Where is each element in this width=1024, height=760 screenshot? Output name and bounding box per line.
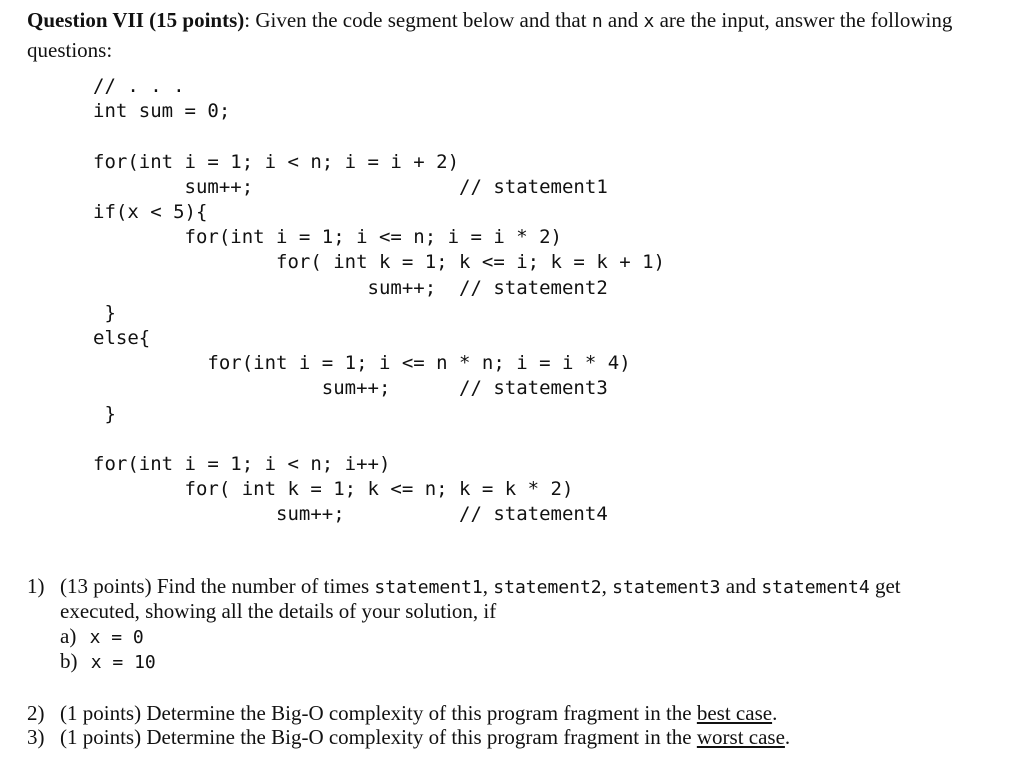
code-line: for(int i = 1; i < n; i++): [93, 453, 391, 476]
statement1-ref: statement1: [374, 577, 483, 598]
q1-text-end: get: [869, 574, 901, 598]
intro-text-end: are the input, answer the following: [654, 8, 953, 32]
statement3-ref: statement3: [612, 577, 721, 598]
code-line: sum++; // statement3: [93, 377, 608, 400]
q2-period: .: [772, 701, 778, 725]
option-b-label: b): [60, 649, 78, 673]
q1-sep: ,: [482, 574, 494, 598]
option-b-code: x = 10: [90, 652, 156, 673]
q1-number: 1): [27, 574, 45, 598]
q3-period: .: [784, 725, 791, 749]
code-line: }: [93, 301, 116, 324]
code-line: for(int i = 1; i <= n; i = i * 2): [93, 226, 562, 249]
code-line: for(int i = 1; i <= n * n; i = i * 4): [93, 352, 631, 375]
code-line: sum++; // statement1: [93, 175, 608, 198]
question-header: [27, 6, 1012, 64]
q1-sep: ,: [601, 574, 613, 598]
code-line: for(int i = 1; i < n; i = i + 2): [93, 150, 460, 173]
code-line: if(x < 5){: [93, 201, 208, 224]
code-line: sum++; // statement2: [93, 276, 608, 299]
option-a-label: a): [60, 624, 77, 648]
q2-number: 2): [27, 701, 45, 725]
worst-case-text: worst case: [696, 725, 785, 749]
code-line: int sum = 0;: [93, 100, 231, 123]
question-title: Question VII (15 points): [27, 8, 245, 32]
code-line: sum++; // statement4: [93, 503, 608, 526]
intro-text: : Given the code segment below and that: [244, 8, 592, 32]
code-line: else{: [93, 327, 151, 350]
code-line: for( int k = 1; k <= i; k = k + 1): [93, 251, 665, 274]
intro-continuation: questions:: [27, 38, 113, 62]
q1-text: (13 points) Find the number of times: [60, 574, 375, 598]
q1-option-a: [60, 624, 144, 650]
q1-sep: and: [720, 574, 762, 598]
statement2-ref: statement2: [493, 577, 602, 598]
q2-text: (1 points) Determine the Big-O complexity of this program fragment in the: [60, 701, 697, 725]
q3-number: 3): [27, 725, 45, 749]
option-a-code: x = 0: [89, 627, 144, 648]
code-line: for( int k = 1; k <= n; k = k * 2): [93, 478, 574, 501]
var-x: x: [643, 11, 655, 32]
code-segment: [93, 74, 665, 528]
q1-line2: [60, 599, 496, 624]
q1-text-continuation: executed, showing all the details of your solution, if: [60, 599, 497, 623]
statement4-ref: statement4: [761, 577, 870, 598]
q3-text: (1 points) Determine the Big-O complexity of this program fragment in the: [60, 725, 697, 749]
code-line: // . . .: [93, 75, 185, 97]
code-line: }: [93, 402, 116, 425]
var-n: n: [591, 11, 603, 32]
q1-option-b: [60, 649, 156, 675]
best-case-text: best case: [696, 701, 773, 725]
intro-and: and: [602, 8, 644, 32]
